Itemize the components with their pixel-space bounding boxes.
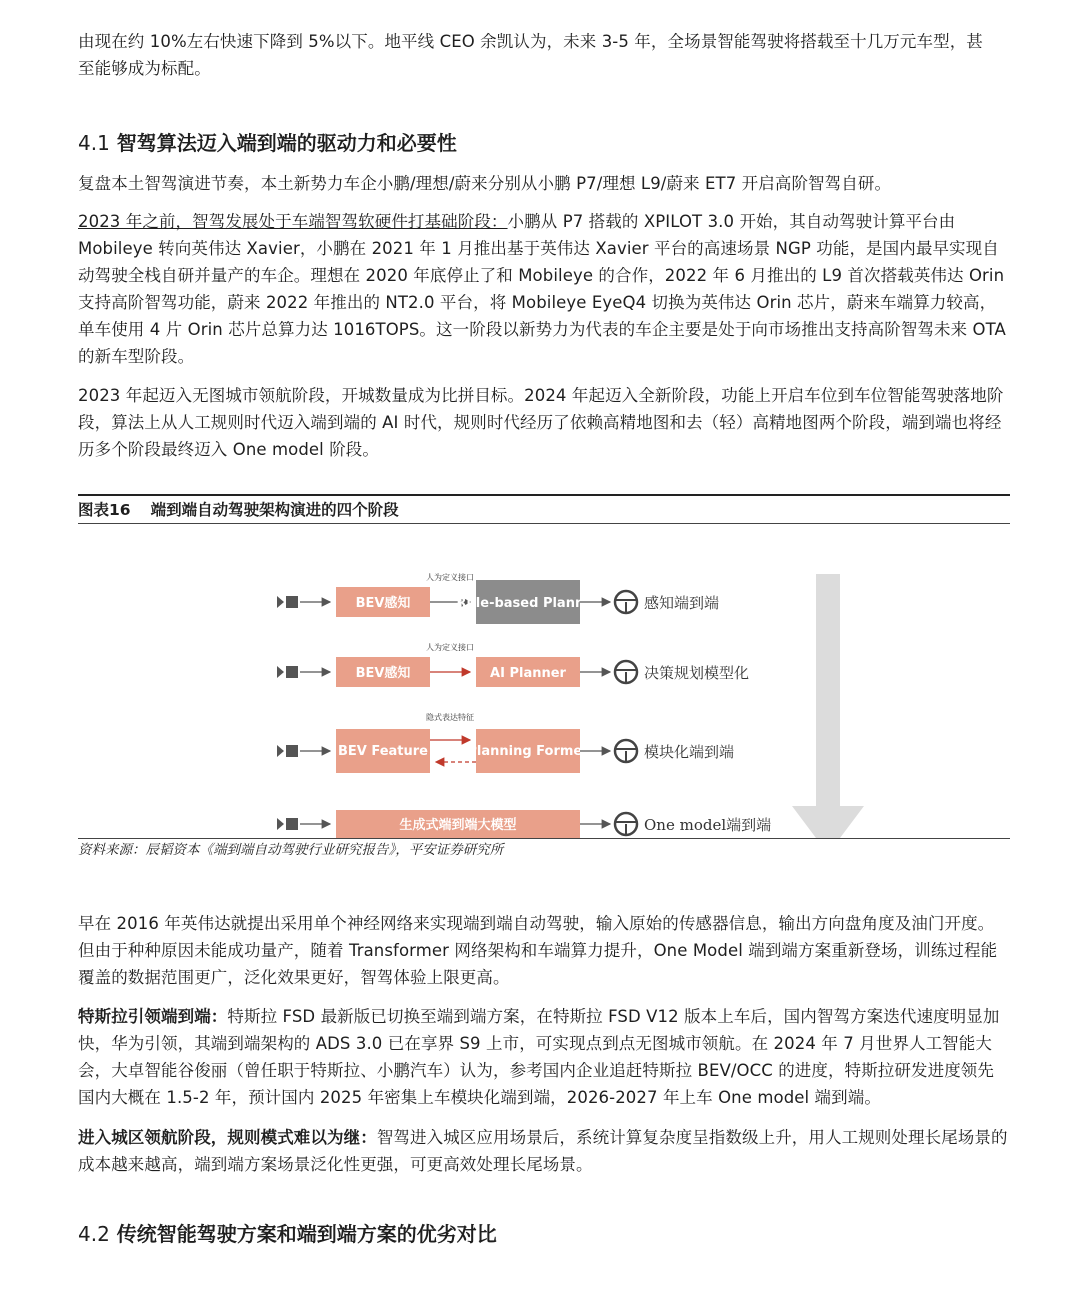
row2-left-label: BEV感知 <box>355 666 411 681</box>
input-arrow-icon <box>277 666 284 678</box>
row3-stage-label: 模块化端到端 <box>644 743 735 761</box>
intro-line-2: 至能够成为标配。 <box>78 59 211 78</box>
row1-left-label: BEV感知 <box>355 596 411 611</box>
input-arrow-icon <box>277 745 284 757</box>
after-paragraph-3 <box>78 1124 1010 1178</box>
after-paragraph-2 <box>78 1003 1010 1111</box>
row4-left-label: 生成式端到端大模型 <box>399 818 517 833</box>
row1-right-label: Rule-based Planner <box>456 596 600 611</box>
tesla-body: 特斯拉 FSD 最新版已切换至端到端方案，在特斯拉 FSD V12 版本上车后，国内智驾方案迭代速度明显加快，华为引领，其端到端架构的 ADS 3.0 已在享界 S9 上市，可实现点到点无图城市领航。在 2024 年 7 月世界人工智能大会，大卓智能谷俊丽（曾任职于特斯拉、小鹏汽车）认为，参考国内企业追赶特斯拉 BEV/OCC 的进度，特斯拉研发进度领先国内大概在 1.5-2 年，预计国内 2025 年密集上车模块化端到端，2026-2027 年上车 One model 端到端。 <box>78 1007 1000 1107</box>
intro-line-1: 由现在约 10%左右快速下降到 5%以下。地平线 CEO 余凯认为，未来 3-5 年，全场景智能驾驶将搭载至十几万元车型，甚 <box>78 32 983 51</box>
tesla-lead: 特斯拉引领端到端： <box>78 1007 228 1026</box>
row2-right-label: AI Planner <box>490 666 566 681</box>
urban-lead: 进入城区领航阶段，规则模式难以为继： <box>78 1128 377 1147</box>
after-paragraph-1: 早在 2016 年英伟达就提出采用单个神经网络来实现端到端自动驾驶，输入原始的传感器信息，输出方向盘角度及油门开度。但由于种种原因未能成功量产，随着 Transformer 网络架构和车端算力提升，One Model 端到端方案重新登场，训练过程能覆盖的数据范围更广，泛化效果更好，智驾体验上限更高。 <box>78 914 998 987</box>
diagram-row-3 <box>277 712 734 773</box>
row4-stage-label: One model端到端 <box>644 816 772 834</box>
row3-tag: 隐式表达特征 <box>426 713 474 722</box>
section-4-1-heading <box>78 129 1010 157</box>
input-arrow-icon <box>277 818 284 830</box>
row1-stage-label: 感知端到端 <box>644 594 720 612</box>
input-icon <box>286 596 298 608</box>
section-title: 智驾算法迈入端到端的驱动力和必要性 <box>116 131 457 155</box>
diagram-svg <box>78 524 1010 838</box>
figure-source: 资料来源：辰韬资本《端到端自动驾驶行业研究报告》，平安证券研究所 <box>78 838 1010 860</box>
input-icon <box>286 666 298 678</box>
input-icon <box>286 818 298 830</box>
urban-body: 智驾进入城区应用场景后，系统计算复杂度呈指数级上升，用人工规则处理长尾场景的成本越来越高，端到端方案场景泛化性更强，可更高效处理长尾场景。 <box>78 1128 1008 1174</box>
row2-tag: 人为定义接口 <box>426 643 474 652</box>
intro-paragraph <box>78 28 1010 82</box>
section-4-1-p3: 2023 年起迈入无图城市领航阶段，开城数量成为比拼目标。2024 年起迈入全新阶段，功能上开启车位到车位智能驾驶落地阶段，算法上从人工规则时代迈入端到端的 AI 时代，规则时代经历了依赖高精地图和去（轻）高精地图两个阶段，端到端也将经历多个阶段最终迈入 One model 阶段。 <box>78 386 1004 459</box>
section-4-2-heading <box>78 1220 1010 1248</box>
section-4-1-p2 <box>78 208 1010 370</box>
figure-title-bar <box>78 494 1010 524</box>
p2-lead: 2023 年之前，智驾发展处于车端智驾软硬件打基础阶段： <box>78 212 508 231</box>
row3-left-label: BEV Feature <box>337 744 429 759</box>
architecture-diagram <box>78 524 1010 838</box>
figure-16 <box>78 494 1010 860</box>
p2-body: 小鹏从 P7 搭载的 XPILOT 3.0 开始，其自动驾驶计算平台由Mobileye 转向英伟达 Xavier，小鹏在 2021 年 1 月推出基于英伟达 Xavier 平台的高速场景 NGP 功能，是国内最早实现自动驾驶全栈自研并量产的车企。理想在 2020 年底停止了和 Mobileye 的合作，2022 年 6 月推出的 L9 首次搭载英伟达 Orin 支持高阶智驾功能，蔚来 2022 年推出的 NT2.0 平台，将 Mobileye EyeQ4 切换为英伟达 Orin 芯片，蔚来车端算力较高，单车使用 4 片 Orin 芯片总算力达 1016TOPS。这一阶段以新势力为代表的车企主要是处于向市场推出支持高阶智驾未来 OTA 的新车型阶段。 <box>78 212 1006 366</box>
section-number: 4.1 <box>78 131 110 155</box>
row3-right-label: Planning Former <box>467 744 589 759</box>
row2-stage-label: 决策规划模型化 <box>644 664 750 682</box>
diagram-row-4 <box>277 810 771 838</box>
figure-label: 图表16 <box>78 501 131 519</box>
input-arrow-icon <box>277 596 284 608</box>
diagram-row-2 <box>277 642 749 687</box>
row1-tag: 人为定义接口 <box>426 573 474 582</box>
diagram-row-1 <box>277 572 719 624</box>
figure-title: 端到端自动驾驶架构演进的四个阶段 <box>150 501 399 519</box>
section-4-1-p1: 复盘本土智驾演进节奏，本土新势力车企小鹏/理想/蔚来分别从小鹏 P7/理想 L9/蔚来 ET7 开启高阶智驾自研。 <box>78 174 892 193</box>
section-title: 传统智能驾驶方案和端到端方案的优劣对比 <box>116 1222 497 1246</box>
section-number: 4.2 <box>78 1222 110 1246</box>
evolution-down-arrow <box>792 574 864 838</box>
input-icon <box>286 745 298 757</box>
